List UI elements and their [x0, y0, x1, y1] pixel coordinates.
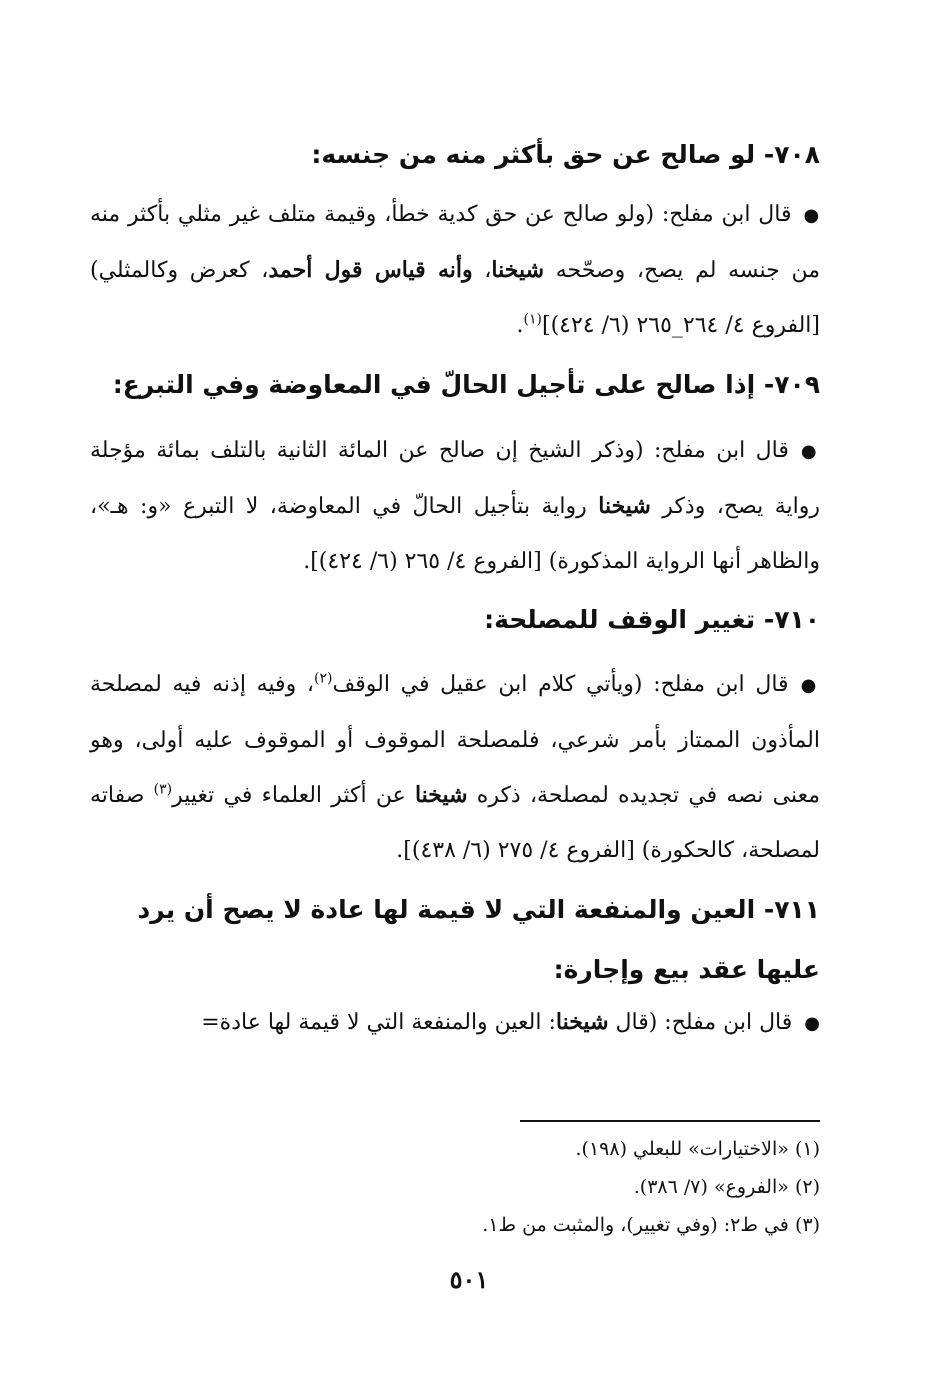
text-run: قال ابن مفلح: (ويأتي كلام ابن عقيل في الوقف	[332, 672, 789, 697]
bold-text: شيخنا	[491, 257, 545, 283]
section-708-heading: ٧٠٨- لو صالح عن حق بأكثر منه من جنسه:	[311, 140, 820, 169]
text-run: قال ابن مفلح: (قال	[608, 1010, 793, 1035]
text-run: صفاته لمصلحة، كالحكورة) [الفروع ٤/ ٢٧٥ (٦/ ٤٣٨)].	[90, 783, 820, 863]
text-run: قال ابن مفلح: (وذكر الشيخ إن صالح عن المائة الثانية بالتلف بمائة مؤجلة رواية يصح، وذكر	[90, 438, 820, 519]
text-run: رواية بتأجيل الحالّ في المعاوضة، لا التبرع «و: هـ»، والظاهر أنها الرواية المذكورة) [الفروع ٤/ ٢٦٥ (٦/ ٤٢٤)].	[90, 494, 820, 574]
bullet-icon: ●	[800, 441, 820, 462]
text-run: : العين والمنفعة التي لا قيمة لها عادة=	[201, 1010, 556, 1035]
bold-text: شيخنا	[598, 493, 651, 519]
bold-text: شيخنا	[555, 1009, 609, 1035]
footnotes	[90, 1130, 820, 1244]
footnote-text: «الفروع» (٧/ ٣٨٦).	[633, 1176, 789, 1198]
footnote-number: (١)	[794, 1138, 820, 1160]
footnote-separator	[520, 1120, 820, 1122]
bullet-icon: ●	[803, 205, 820, 226]
section-709-heading: ٧٠٩- إذا صالح على تأجيل الحالّ في المعاوضة وفي التبرع:	[112, 370, 820, 399]
footnote-2	[90, 1168, 820, 1206]
footnote-marker: (٣)	[153, 781, 173, 798]
text-run: قال ابن مفلح: (ولو صالح عن حق كدية خطأ، وقيمة متلف غير مثلي بأكثر منه من جنسه لم يصح، وصحّحه	[90, 202, 820, 283]
text-run: ،	[472, 258, 492, 283]
text-run: .	[516, 313, 524, 338]
text-run: عن أكثر العلماء في تغيير	[172, 783, 415, 808]
page-number: ٥٠١	[449, 1265, 489, 1294]
section-709-paragraph	[90, 423, 820, 589]
bold-text: شيخنا	[414, 782, 468, 808]
footnote-marker: (١)	[523, 311, 542, 328]
section-710-paragraph	[90, 657, 820, 878]
text-run: ، كعرض وكالمثلي) [الفروع ٤/ ٢٦٤_٢٦٥ (٦/ ٤٢٤)]	[90, 258, 820, 338]
footnote-1	[90, 1130, 820, 1168]
footnote-3	[90, 1206, 820, 1244]
footnote-marker: (٢)	[314, 670, 333, 687]
footnote-number: (٣)	[794, 1214, 820, 1236]
footnote-text: في ط٢: (وفي تغيير)، والمثبت من ط١.	[482, 1214, 789, 1236]
text-run: ، وفيه إذنه فيه لمصلحة المأذون الممتاز بأمر شرعي، فلمصلحة الموقوف أو الموقوف عليه أولى، وهو معنى نصه في تجديده لمصلحة، ذكره	[90, 672, 820, 808]
bold-text: وأنه قياس قول أحمد	[268, 257, 473, 283]
section-711-paragraph	[90, 995, 820, 1051]
section-711-heading: ٧١١- العين والمنفعة التي لا قيمة لها عادة لا يصح أن يرد عليها عقد بيع وإجارة:	[137, 895, 820, 984]
section-710-heading: ٧١٠- تغيير الوقف للمصلحة:	[484, 605, 820, 634]
section-708-paragraph	[90, 187, 820, 353]
footnote-number: (٢)	[794, 1176, 820, 1198]
bullet-icon: ●	[800, 675, 820, 696]
footnote-text: «الاختيارات» للبعلي (١٩٨).	[575, 1138, 789, 1160]
bullet-icon: ●	[804, 1013, 820, 1034]
